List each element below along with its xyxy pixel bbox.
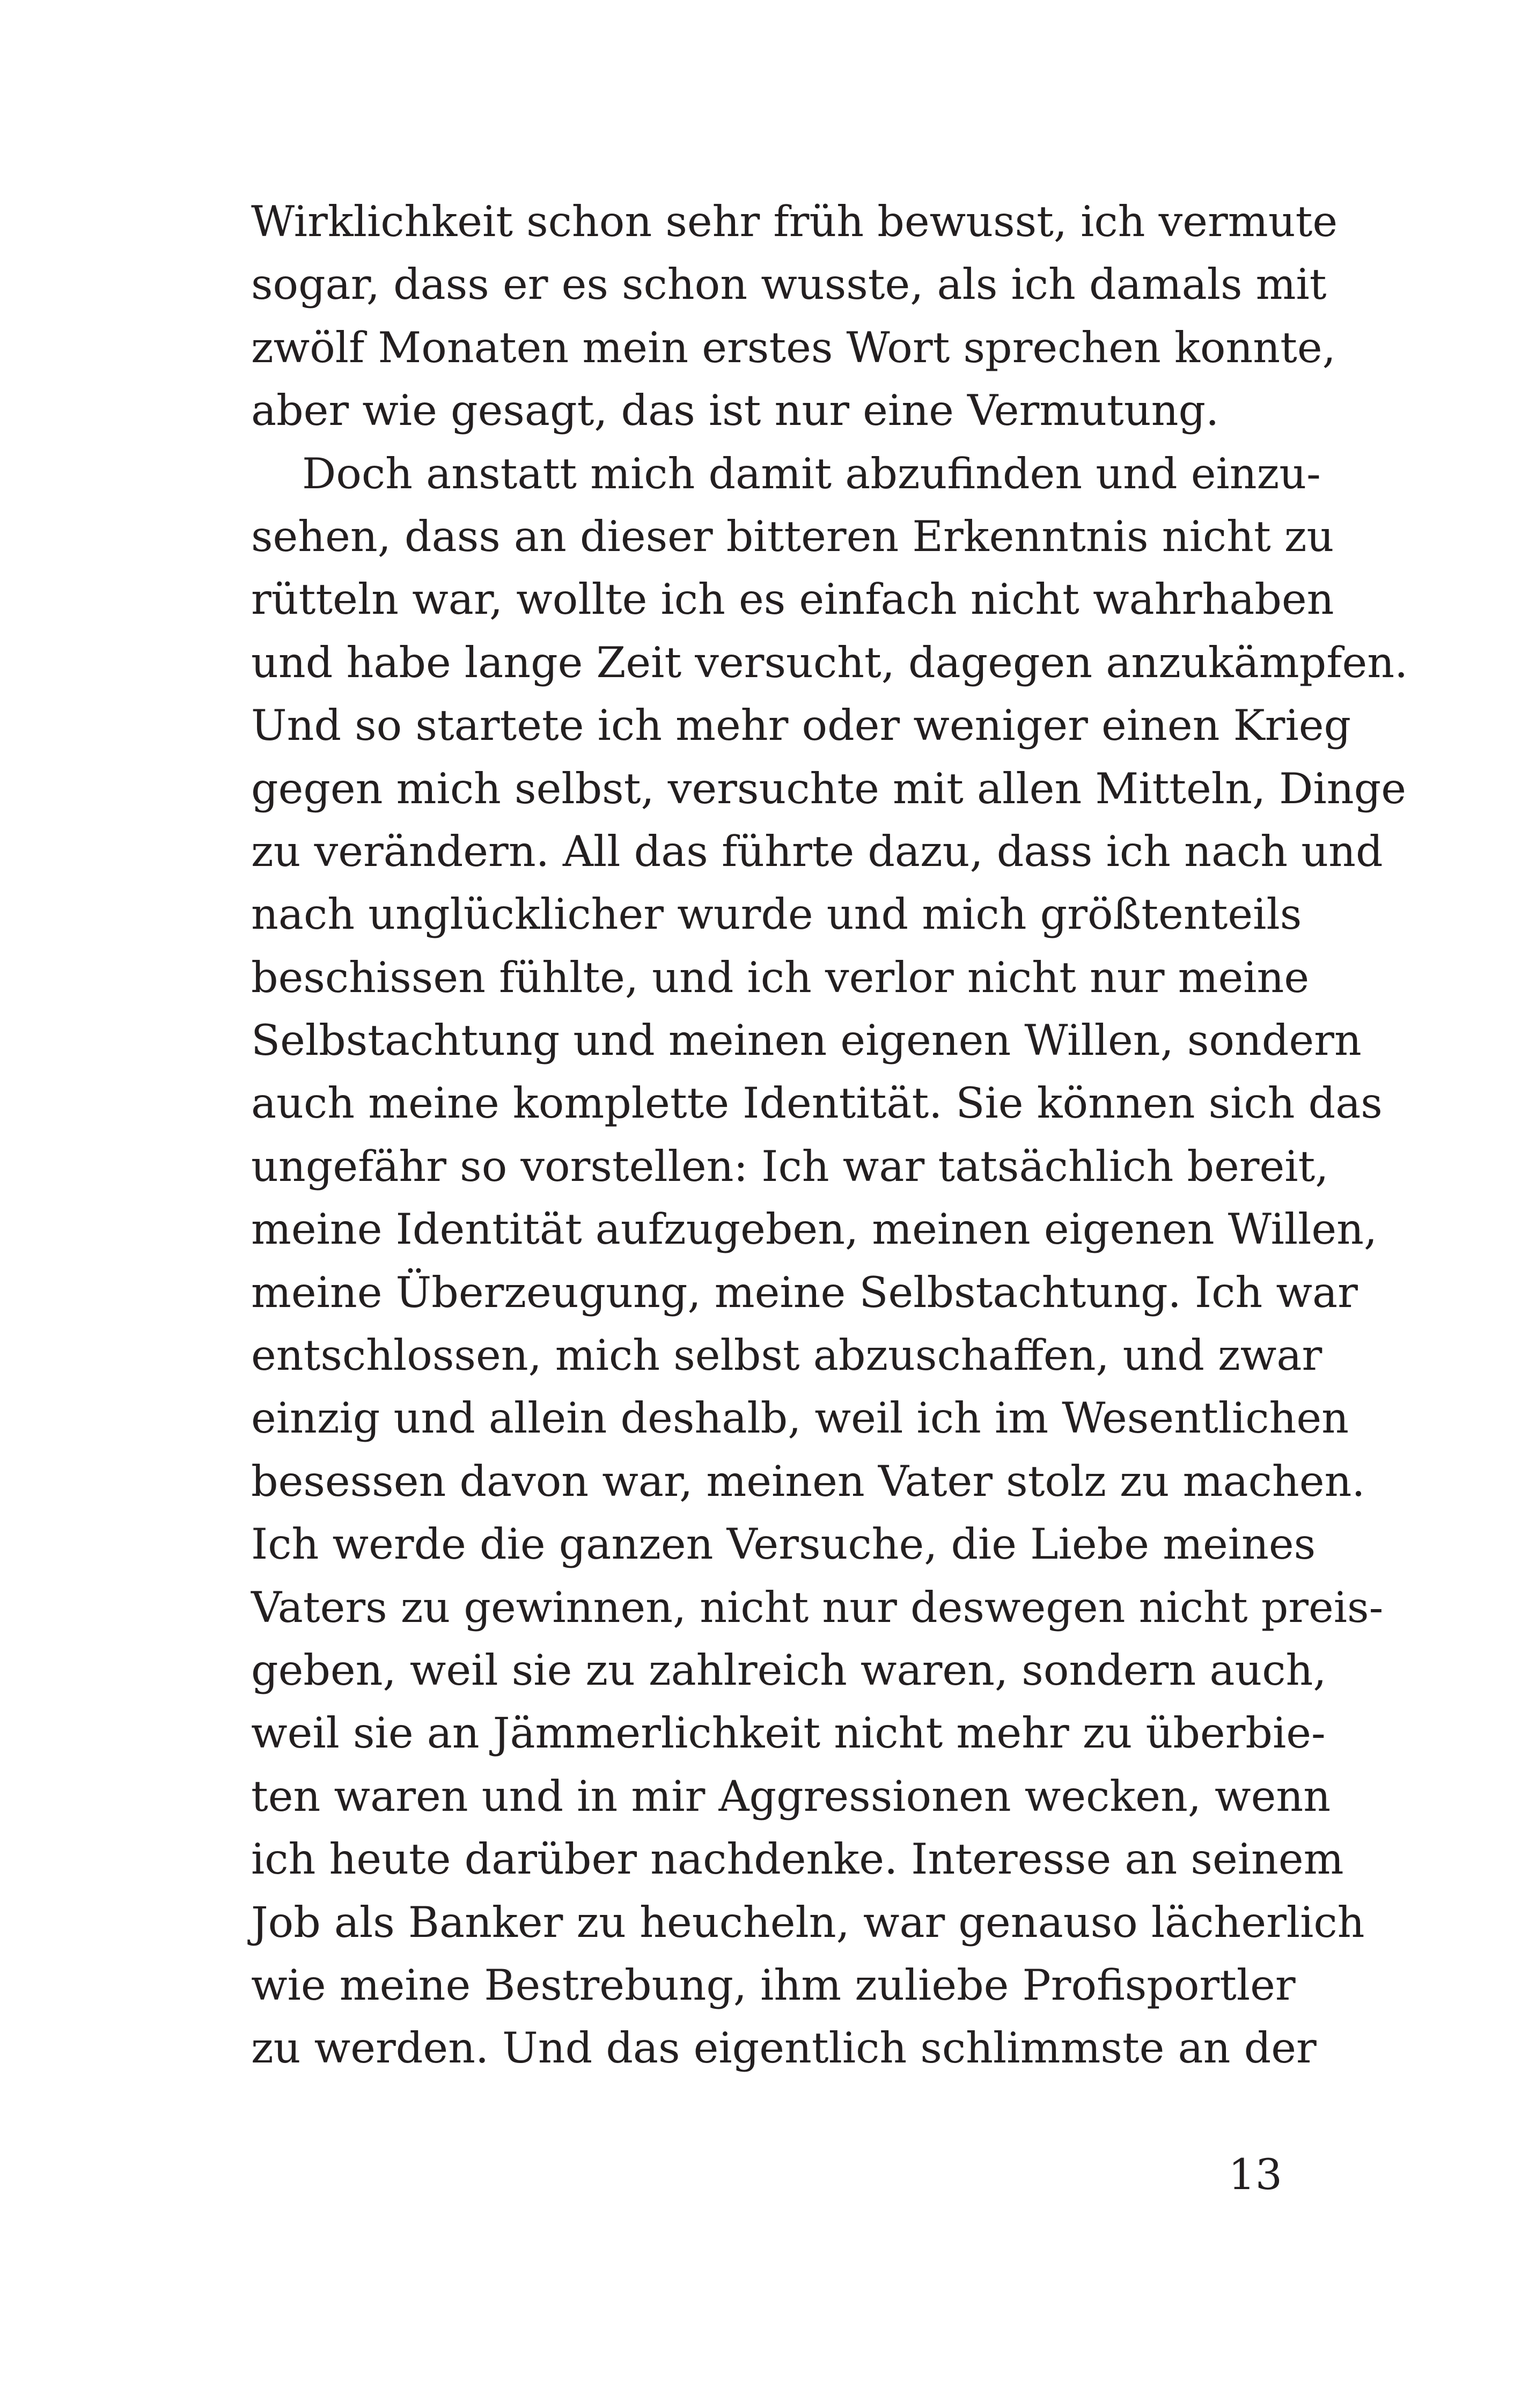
text-line: Selbstachtung und meinen eigenen Willen, sondern xyxy=(251,1016,1362,1066)
text-line: entschlossen, mich selbst abzuschaffen, und zwar xyxy=(251,1331,1322,1381)
text-line: aber wie gesagt, das ist nur eine Vermutung. xyxy=(251,386,1219,436)
text-line: nach unglücklicher wurde und mich größtenteils xyxy=(251,890,1302,939)
text-line: zu verändern. All das führte dazu, dass ich nach und xyxy=(251,826,1383,876)
text-line: Und so startete ich mehr oder weniger einen Krieg xyxy=(251,701,1351,751)
text-line: besessen davon war, meinen Vater stolz zu machen. xyxy=(251,1456,1365,1506)
text-line: beschissen fühlte, und ich verlor nicht nur meine xyxy=(251,952,1310,1002)
text-line: Wirklichkeit schon sehr früh bewusst, ich vermute xyxy=(251,197,1338,246)
text-line: rütteln war, wollte ich es einfach nicht wahrhaben xyxy=(251,575,1334,625)
text-line: zu werden. Und das eigentlich schlimmste an der xyxy=(251,2023,1317,2073)
text-line: geben, weil sie zu zahlreich waren, sondern auch, xyxy=(251,1645,1327,1695)
text-line: sehen, dass an dieser bitteren Erkenntnis nicht zu xyxy=(251,511,1334,561)
text-line: sogar, dass er es schon wusste, als ich damals mit xyxy=(251,260,1327,310)
text-line: einzig und allein deshalb, weil ich im Wesentlichen xyxy=(251,1393,1349,1443)
text-line: ten waren und in mir Aggressionen wecken, wenn xyxy=(251,1771,1331,1821)
text-line: und habe lange Zeit versucht, dagegen anzukämpfen. xyxy=(251,637,1408,687)
text-line: wie meine Bestrebung, ihm zuliebe Profisportler xyxy=(251,1960,1296,2010)
text-line: Vaters zu gewinnen, nicht nur deswegen nicht preis- xyxy=(251,1582,1384,1632)
paragraph-first-line: Doch anstatt mich damit abzufinden und einzu- xyxy=(302,449,1321,498)
text-line: Job als Banker zu heucheln, war genauso lächerlich xyxy=(251,1897,1365,1947)
text-line: meine Überzeugung, meine Selbstachtung. Ich war xyxy=(251,1267,1358,1317)
page-number: 13 xyxy=(1228,2150,1282,2199)
text-line: auch meine komplette Identität. Sie können sich das xyxy=(251,1078,1383,1128)
text-line: zwölf Monaten mein erstes Wort sprechen konnte, xyxy=(251,322,1336,372)
text-line: meine Identität aufzugeben, meinen eigenen Willen, xyxy=(251,1205,1378,1254)
body-text xyxy=(251,190,1408,2080)
text-line: ungefähr so vorstellen: Ich war tatsächlich bereit, xyxy=(251,1141,1329,1191)
text-line: weil sie an Jämmerlichkeit nicht mehr zu überbie- xyxy=(251,1708,1326,1758)
text-line: Ich werde die ganzen Versuche, die Liebe meines xyxy=(251,1519,1316,1569)
text-line: gegen mich selbst, versuchte mit allen Mitteln, Dinge xyxy=(251,763,1406,813)
text-line: ich heute darüber nachdenke. Interesse an seinem xyxy=(251,1834,1344,1884)
